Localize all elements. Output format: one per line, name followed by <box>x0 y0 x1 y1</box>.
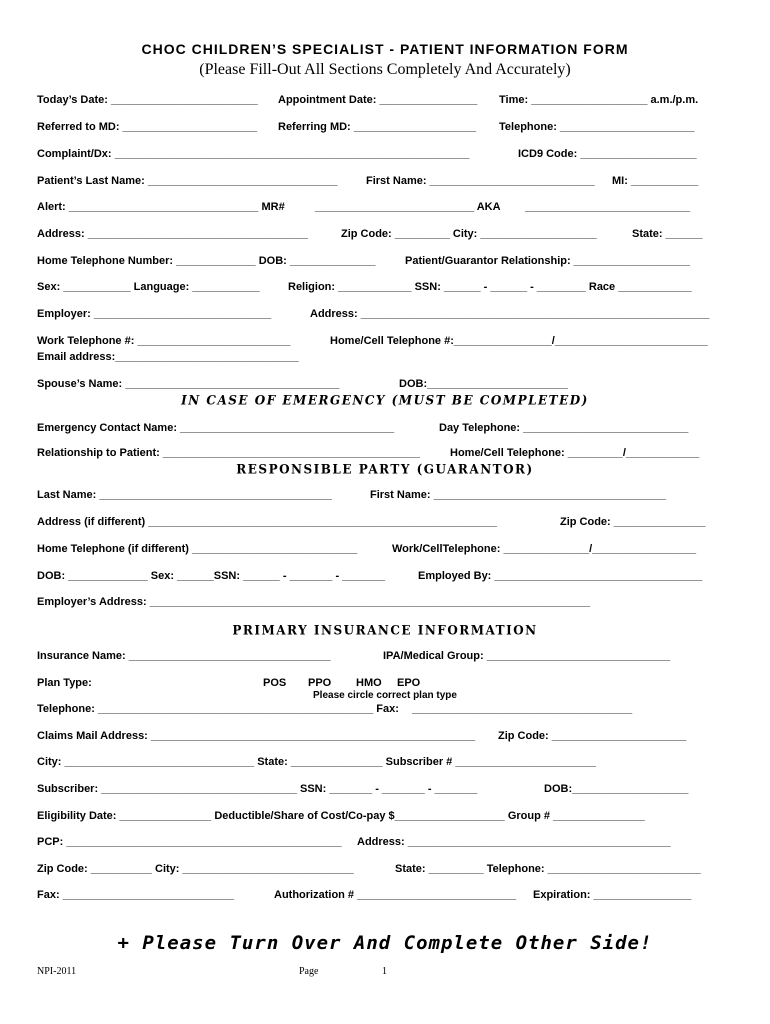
pcp-zip-city-field[interactable]: Zip Code: __________ City: ____________________________ <box>37 863 354 875</box>
guarantor-last-name-field[interactable]: Last Name: ______________________________________ <box>37 489 332 501</box>
guarantor-first-name-field[interactable]: First Name: ______________________________________ <box>370 489 667 501</box>
mi-field[interactable]: MI: ___________ <box>612 175 699 187</box>
religion-ssn-race-field[interactable]: Religion: ____________ SSN: ______ - ______ - ________ Race ____________ <box>288 281 692 293</box>
employer-field[interactable]: Employer: _____________________________ <box>37 308 272 320</box>
page-number: 1 <box>382 966 387 977</box>
relationship-to-patient-field[interactable]: Relationship to Patient: __________________________________________ <box>37 447 420 459</box>
insurance-fax-2-field[interactable]: Fax: ____________________________ <box>37 889 234 901</box>
form-subtitle: (Please Fill-Out All Sections Completely And Accurately) <box>199 61 571 78</box>
sex-language-field[interactable]: Sex: ___________ Language: ___________ <box>37 281 260 293</box>
pcp-address-field[interactable]: Address: ___________________________________________ <box>357 836 671 848</box>
state-field[interactable]: State: ______ <box>632 228 703 240</box>
guarantor-dob-sex-ssn-field[interactable]: DOB: _____________ Sex: ______SSN: ______ - _______ - _______ <box>37 570 385 582</box>
plan-epo-option[interactable]: EPO <box>397 677 421 689</box>
first-name-field[interactable]: First Name: ___________________________ <box>366 175 595 187</box>
email-address-field[interactable]: Email address:______________________________ <box>37 351 299 363</box>
plan-hmo-option[interactable]: HMO <box>356 677 382 689</box>
turn-over-notice: + Please Turn Over And Complete Other Side! <box>117 932 653 954</box>
insurance-heading: PRIMARY INSURANCE INFORMATION <box>232 622 538 638</box>
guarantor-address-field[interactable]: Address (if different) _________________________________________________________ <box>37 516 497 528</box>
insurance-fax-field[interactable]: ____________________________________ <box>412 703 633 715</box>
emergency-home-cell-field[interactable]: Home/Cell Telephone: _________/____________ <box>450 447 700 459</box>
subscriber-dob-field[interactable]: DOB:___________________ <box>544 783 689 795</box>
icd9-code-field[interactable]: ICD9 Code: ___________________ <box>518 148 697 160</box>
address-field[interactable]: Address: ____________________________________ <box>37 228 308 240</box>
guarantor-heading: RESPONSIBLE PARTY (GUARANTOR) <box>236 461 534 477</box>
employer-address-field[interactable]: Address: _________________________________________________________ <box>310 308 710 320</box>
plan-type-note: Please circle correct plan type <box>313 690 457 701</box>
spouse-name-field[interactable]: Spouse’s Name: ___________________________________ <box>37 378 340 390</box>
telephone-field[interactable]: Telephone: ______________________ <box>499 121 695 133</box>
ipa-medical-group-field[interactable]: IPA/Medical Group: ______________________________ <box>383 650 671 662</box>
claims-mail-address-field[interactable]: Claims Mail Address: _____________________________________________________ <box>37 730 476 742</box>
plan-type-label: Plan Type: <box>37 677 92 689</box>
referred-to-md-field[interactable]: Referred to MD: ______________________ <box>37 121 258 133</box>
home-telephone-dob-field[interactable]: Home Telephone Number: _____________ DOB: ______________ <box>37 255 376 267</box>
complaint-dx-field[interactable]: Complaint/Dx: __________________________________________________________ <box>37 148 470 160</box>
alert-mr-field[interactable]: Alert: _______________________________ MR# <box>37 201 285 213</box>
subscriber-ssn-field[interactable]: Subscriber: ________________________________ SSN: _______ - _______ - _______ <box>37 783 478 795</box>
form-title: CHOC CHILDREN’S SPECIALIST - PATIENT INFORMATION FORM <box>141 41 629 57</box>
eligibility-deductible-group-field[interactable]: Eligibility Date: _______________ Deductible/Share of Cost/Co-pay $__________________ Group # _______________ <box>37 810 645 822</box>
zip-city-field[interactable]: Zip Code: _________ City: ___________________ <box>341 228 597 240</box>
guarantor-zip-field[interactable]: Zip Code: _______________ <box>560 516 706 528</box>
day-telephone-field[interactable]: Day Telephone: ___________________________ <box>439 422 689 434</box>
insurance-telephone-field[interactable]: Telephone: _____________________________________________ Fax: <box>37 703 399 715</box>
form-id: NPI-2011 <box>37 966 77 977</box>
relationship-field[interactable]: Patient/Guarantor Relationship: ___________________ <box>405 255 690 267</box>
plan-pos-option[interactable]: POS <box>263 677 287 689</box>
home-cell-telephone-field[interactable]: Home/Cell Telephone #:________________/_________________________ <box>330 335 708 347</box>
guarantor-home-telephone-field[interactable]: Home Telephone (if different) ___________________________ <box>37 543 358 555</box>
insurance-name-field[interactable]: Insurance Name: _________________________________ <box>37 650 331 662</box>
aka-value-field[interactable]: ___________________________ <box>525 201 691 213</box>
expiration-field[interactable]: Expiration: ________________ <box>533 889 692 901</box>
guarantor-work-cell-field[interactable]: Work/CellTelephone: ______________/_________________ <box>392 543 697 555</box>
page-label: Page <box>299 966 319 977</box>
claims-zip-field[interactable]: Zip Code: ______________________ <box>498 730 687 742</box>
employed-by-field[interactable]: Employed By: __________________________________ <box>418 570 703 582</box>
emergency-contact-name-field[interactable]: Emergency Contact Name: ___________________________________ <box>37 422 395 434</box>
todays-date-field[interactable]: Today’s Date: ________________________ <box>37 94 258 106</box>
patient-last-name-field[interactable]: Patient’s Last Name: _______________________________ <box>37 175 338 187</box>
aka-field[interactable]: __________________________ AKA <box>315 201 501 213</box>
pcp-field[interactable]: PCP: _____________________________________________ <box>37 836 342 848</box>
plan-ppo-option[interactable]: PPO <box>308 677 332 689</box>
pcp-state-telephone-field[interactable]: State: _________ Telephone: _________________________ <box>395 863 701 875</box>
work-telephone-field[interactable]: Work Telephone #: _________________________ <box>37 335 291 347</box>
employers-address-field[interactable]: Employer’s Address: ________________________________________________________________________ <box>37 596 591 608</box>
city-state-subscriber-field[interactable]: City: _______________________________ State: _______________ Subscriber # _______________________ <box>37 756 597 768</box>
time-field[interactable]: Time: ___________________ a.m./p.m. <box>499 94 699 106</box>
referring-md-field[interactable]: Referring MD: ____________________ <box>278 121 477 133</box>
spouse-dob-field[interactable]: DOB:_______________________ <box>399 378 568 390</box>
authorization-field[interactable]: Authorization # __________________________ <box>274 889 517 901</box>
emergency-heading: IN CASE OF EMERGENCY (MUST BE COMPLETED) <box>181 392 589 408</box>
appointment-date-field[interactable]: Appointment Date: ________________ <box>278 94 478 106</box>
